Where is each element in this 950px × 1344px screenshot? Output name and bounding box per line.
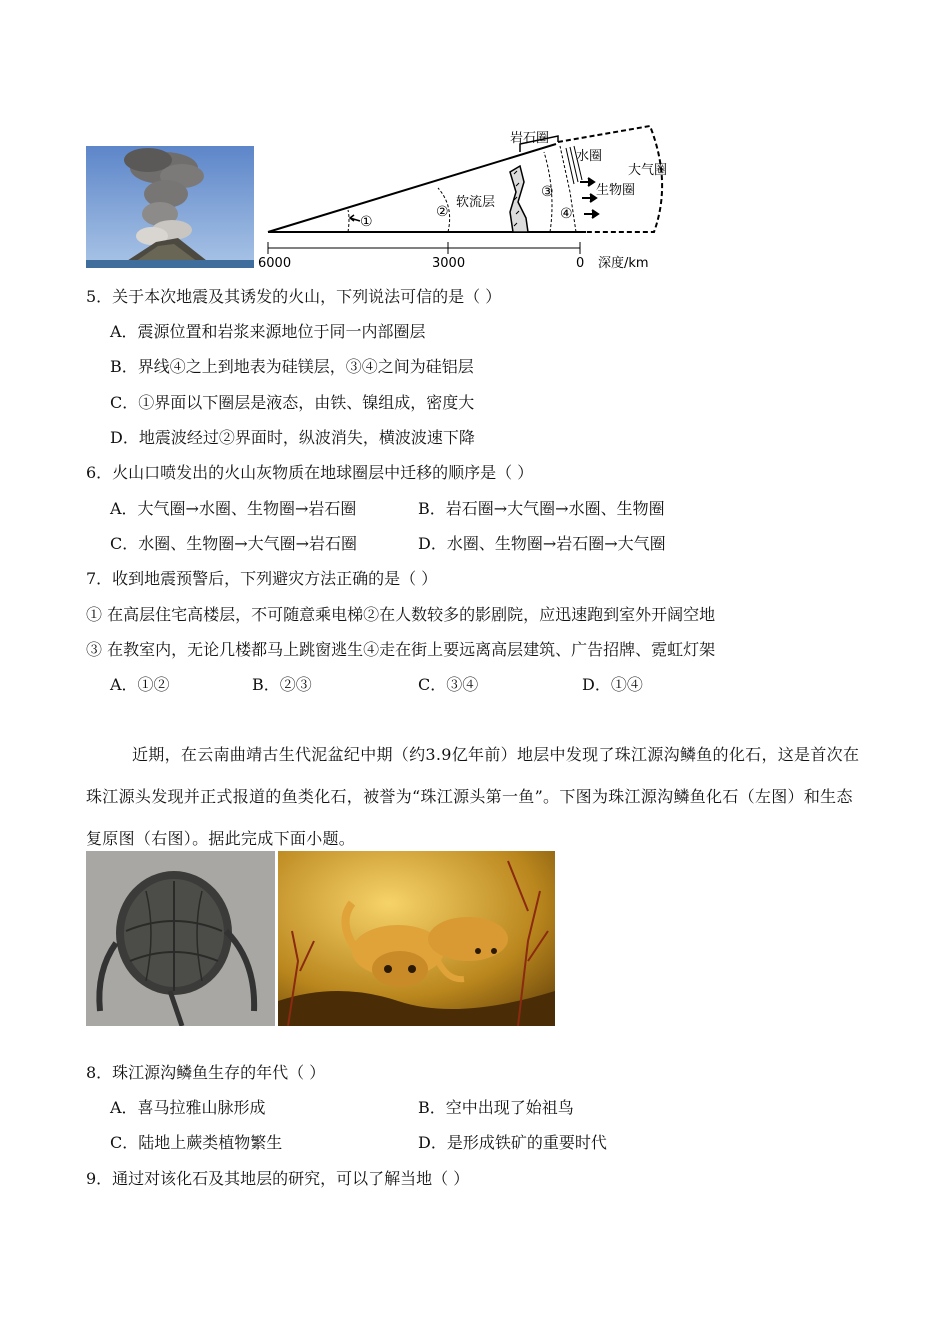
label-asthenosphere: 软流层 (456, 195, 496, 210)
interface-label-4: ④ (560, 206, 573, 222)
axis-label-3000: 3000 (432, 256, 466, 271)
q8-option-a[interactable]: A．喜马拉雅山脉形成 (110, 1098, 266, 1117)
q7-statement-line-2: ③ 在教室内，无论几楼都马上跳窗逃生④走在街上要远离高层建筑、广告招牌、霓虹灯架 (86, 640, 716, 659)
axis-label-6000: 6000 (258, 256, 292, 271)
q7-option-d[interactable]: D．①④ (582, 675, 643, 694)
q6-option-a[interactable]: A．大气圈→水圈、生物圈→岩石圈 (110, 499, 357, 518)
earth-layers-diagram (258, 122, 678, 272)
q8-option-d[interactable]: D．是形成铁矿的重要时代 (418, 1133, 607, 1152)
interface-label-3: ③ (541, 184, 554, 200)
q7-statement-line-1: ① 在高层住宅高楼层，不可随意乘电梯②在人数较多的影剧院，应迅速跑到室外开阔空地 (86, 605, 716, 624)
fish-fossil-photo (86, 851, 275, 1026)
interface-arc-1 (348, 210, 349, 232)
reading-passage: 近期，在云南曲靖古生代泥盆纪中期（约3.9亿年前）地层中发现了珠江源沟鳞鱼的化石，这是首次在珠江源头发现并正式报道的鱼类化石，被誉为“珠江源头第一鱼”。下图为珠江源沟鳞鱼化石（左图）和生态复原图（右图）。据此完成下面小题。 (86, 745, 860, 848)
q5-option-d[interactable]: D．地震波经过②界面时，纵波消失，横波波速下降 (110, 428, 475, 447)
interface-label-1: ① (360, 214, 373, 230)
label-hydrosphere: 水圈 (576, 149, 603, 164)
q9-stem: 9．通过对该化石及其地层的研究，可以了解当地（ ） (86, 1169, 470, 1188)
volcano-photo (86, 146, 254, 268)
q8-option-c[interactable]: C．陆地上蕨类植物繁生 (110, 1133, 283, 1152)
q6-stem: 6．火山口喷发出的火山灰物质在地球圈层中迁移的顺序是（ ） (86, 463, 534, 482)
q6-option-b[interactable]: B．岩石圈→大气圈→水圈、生物圈 (418, 499, 665, 518)
q5-option-c[interactable]: C．①界面以下圈层是液态，由铁、镍组成，密度大 (110, 393, 475, 412)
axis-unit: 深度/km (598, 256, 649, 271)
q7-option-c[interactable]: C．③④ (418, 675, 479, 694)
label-biosphere: 生物圈 (596, 183, 636, 198)
q7-option-b[interactable]: B．②③ (252, 675, 312, 694)
label-atmosphere: 大气圈 (628, 163, 668, 178)
label-lithosphere: 岩石圈 (510, 131, 550, 146)
q5-stem: 5．关于本次地震及其诱发的火山，下列说法可信的是（ ） (86, 287, 502, 306)
q6-option-c[interactable]: C．水圈、生物圈→大气圈→岩石圈 (110, 534, 358, 553)
q6-option-d[interactable]: D．水圈、生物圈→岩石圈→大气圈 (418, 534, 666, 553)
q7-stem: 7．收到地震预警后，下列避灾方法正确的是（ ） (86, 569, 438, 588)
q8-stem: 8．珠江源沟鳞鱼生存的年代（ ） (86, 1063, 326, 1082)
axis-label-0: 0 (576, 256, 585, 271)
q5-option-b[interactable]: B．界线④之上到地表为硅镁层，③④之间为硅铝层 (110, 357, 474, 376)
fish-reconstruction-image (278, 851, 555, 1026)
q5-option-a[interactable]: A．震源位置和岩浆来源地位于同一内部圈层 (110, 322, 426, 341)
q7-option-a[interactable]: A．①② (110, 675, 170, 694)
interface-label-2: ② (436, 204, 449, 220)
q8-option-b[interactable]: B．空中出现了始祖鸟 (418, 1098, 574, 1117)
